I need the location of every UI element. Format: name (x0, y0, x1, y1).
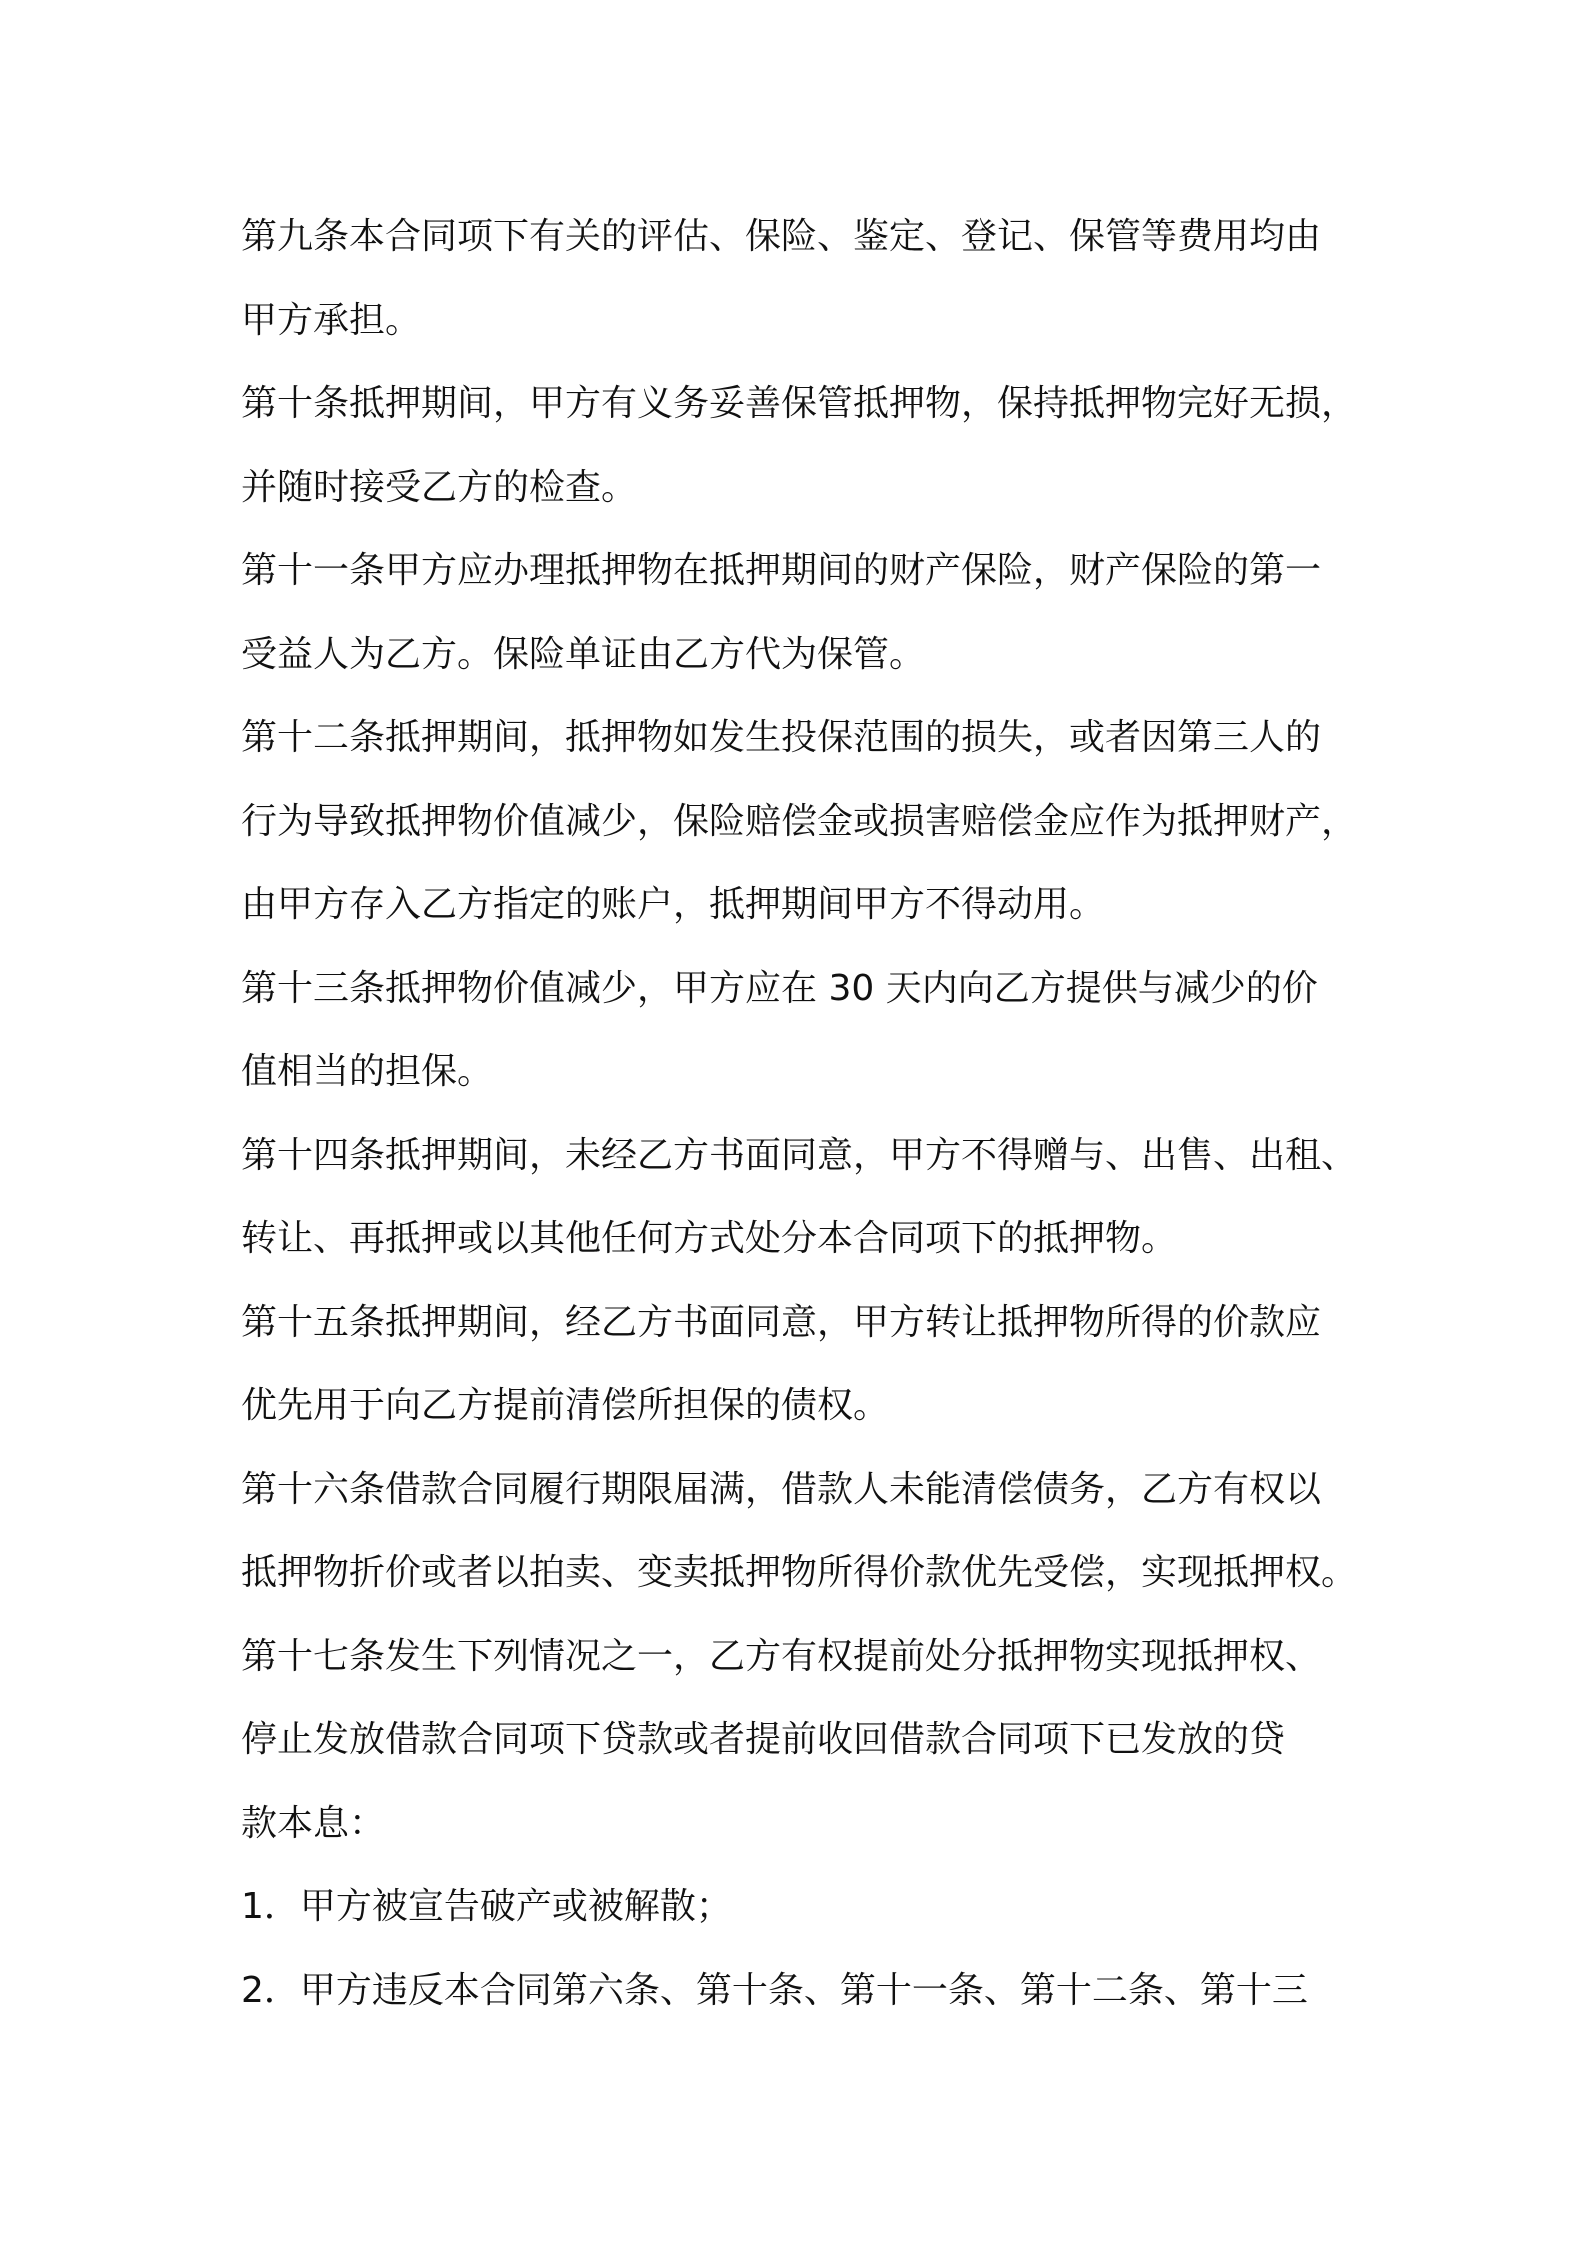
text-line-article-11-b: 受益人为乙方。保险单证由乙方代为保管。 (241, 633, 926, 675)
contract-text-body (241, 195, 1371, 2032)
text-line-article-10-a: 第十条抵押期间，甲方有义务妥善保管抵押物，保持抵押物完好无损， (241, 383, 1358, 424)
text-line-article-14-b: 转让、再抵押或以其他任何方式处分本合同项下的抵押物。 (241, 1218, 1178, 1259)
text-line-article-17-c: 款本息： (241, 1802, 386, 1844)
text-line-article-13-b: 值相当的担保。 (241, 1051, 494, 1092)
text-line-article-14-a: 第十四条抵押期间，未经乙方书面同意，甲方不得赠与、出售、出租、 (241, 1134, 1358, 1176)
text-line-article-13-a: 第十三条抵押物价值减少，甲方应在 30 天内向乙方提供与减少的价 (241, 967, 1318, 1009)
text-line-article-12-a: 第十二条抵押期间，抵押物如发生投保范围的损失，或者因第三人的 (241, 717, 1322, 758)
text-line-article-16-a: 第十六条借款合同履行期限届满，借款人未能清偿债务，乙方有权以 (241, 1468, 1322, 1510)
text-line-article-10-b: 并随时接受乙方的检查。 (241, 466, 638, 508)
text-line-article-9-a: 第九条本合同项下有关的评估、保险、鉴定、登记、保管等费用均由 (241, 216, 1322, 257)
text-line-article-15-b: 优先用于向乙方提前清偿所担保的债权。 (241, 1385, 890, 1426)
text-line-article-15-a: 第十五条抵押期间，经乙方书面同意，甲方转让抵押物所得的价款应 (241, 1301, 1322, 1343)
list-item-1: 1．甲方被宣告破产或被解散； (241, 1886, 732, 1927)
text-line-article-12-b: 行为导致抵押物价值减少，保险赔偿金或损害赔偿金应作为抵押财产， (241, 800, 1358, 842)
text-line-article-16-b: 抵押物折价或者以拍卖、变卖抵押物所得价款优先受偿，实现抵押权。 (241, 1552, 1358, 1593)
list-item-2: 2．甲方违反本合同第六条、第十条、第十一条、第十二条、第十三 (241, 1969, 1308, 2011)
text-line-article-17-a: 第十七条发生下列情况之一，乙方有权提前处分抵押物实现抵押权、 (241, 1635, 1322, 1677)
text-line-article-12-c: 由甲方存入乙方指定的账户，抵押期间甲方不得动用。 (241, 884, 1106, 925)
text-line-article-9-b: 甲方承担。 (241, 299, 422, 341)
text-line-article-11-a: 第十一条甲方应办理抵押物在抵押期间的财产保险，财产保险的第一 (241, 550, 1322, 591)
text-line-article-17-b: 停止发放借款合同项下贷款或者提前收回借款合同项下已发放的贷 (241, 1719, 1286, 1760)
